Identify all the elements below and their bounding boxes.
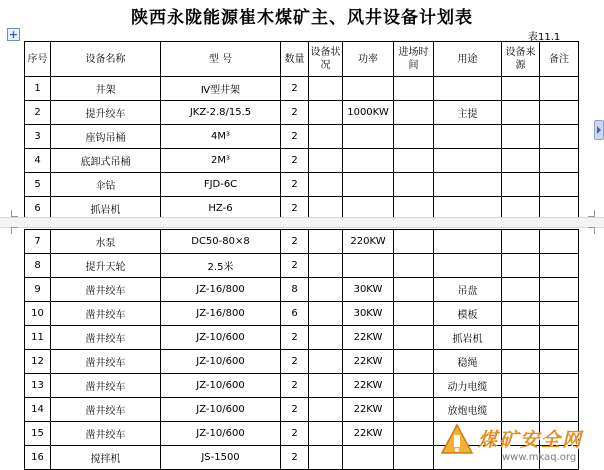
source-cell <box>502 230 540 254</box>
table-row <box>25 230 579 254</box>
model-cell: DC50-80×8 <box>161 230 281 254</box>
model-cell: JZ-10/600 <box>161 326 281 350</box>
arrival-time-cell <box>394 446 434 470</box>
table-row <box>25 278 579 302</box>
remarks-cell <box>540 173 579 197</box>
power-cell: 22KW <box>343 398 394 422</box>
table-row <box>25 350 579 374</box>
power-cell: 30KW <box>343 302 394 326</box>
equipment-name-cell: 伞钻 <box>51 173 161 197</box>
source-cell <box>502 254 540 278</box>
source-cell <box>502 101 540 125</box>
quantity-cell: 2 <box>281 173 309 197</box>
arrival-time-cell <box>394 230 434 254</box>
model-cell: JZ-16/800 <box>161 302 281 326</box>
condition-cell <box>309 230 343 254</box>
collapse-arrow-icon[interactable] <box>594 120 604 140</box>
quantity-cell: 6 <box>281 302 309 326</box>
condition-cell <box>309 422 343 446</box>
power-cell: 22KW <box>343 422 394 446</box>
purpose-cell: 吊盘 <box>434 278 502 302</box>
arrival-time-cell <box>394 125 434 149</box>
model-cell: JZ-10/600 <box>161 374 281 398</box>
table-row <box>25 326 579 350</box>
model-cell: JZ-10/600 <box>161 422 281 446</box>
quantity-cell: 2 <box>281 350 309 374</box>
row-number-cell: 1 <box>25 77 51 101</box>
power-cell <box>343 77 394 101</box>
source-cell <box>502 398 540 422</box>
condition-cell <box>309 398 343 422</box>
power-cell <box>343 149 394 173</box>
row-number-cell: 2 <box>25 101 51 125</box>
equipment-table-page-1 <box>24 41 579 221</box>
table-row <box>25 398 579 422</box>
arrival-time-cell <box>394 173 434 197</box>
row-number-cell: 15 <box>25 422 51 446</box>
row-number-cell: 7 <box>25 230 51 254</box>
quantity-cell: 2 <box>281 422 309 446</box>
arrival-time-cell <box>394 101 434 125</box>
remarks-cell <box>540 398 579 422</box>
condition-cell <box>309 374 343 398</box>
arrival-time-cell <box>394 374 434 398</box>
model-cell: FJD-6C <box>161 173 281 197</box>
watermark-text: 煤矿安全网 <box>478 429 584 451</box>
equipment-name-cell: 凿井绞车 <box>51 422 161 446</box>
table-row <box>25 374 579 398</box>
quantity-cell: 2 <box>281 101 309 125</box>
purpose-cell <box>434 230 502 254</box>
source-cell <box>502 326 540 350</box>
power-cell: 1000KW <box>343 101 394 125</box>
source-cell <box>502 302 540 326</box>
quantity-cell: 2 <box>281 77 309 101</box>
watermark-url: www.mkaq.org <box>502 452 577 463</box>
table-row <box>25 77 579 101</box>
header-cell: 数量 <box>281 42 309 77</box>
condition-cell <box>309 326 343 350</box>
quantity-cell: 2 <box>281 446 309 470</box>
equipment-name-cell: 座钩吊桶 <box>51 125 161 149</box>
arrival-time-cell <box>394 254 434 278</box>
equipment-name-cell: 提升天轮 <box>51 254 161 278</box>
purpose-cell: 放炮电缆 <box>434 398 502 422</box>
table-row <box>25 125 579 149</box>
remarks-cell <box>540 149 579 173</box>
row-number-cell: 10 <box>25 302 51 326</box>
quantity-cell: 2 <box>281 398 309 422</box>
table-row <box>25 149 579 173</box>
equipment-name-cell: 凿井绞车 <box>51 278 161 302</box>
model-cell: 4M³ <box>161 125 281 149</box>
model-cell: 2.5米 <box>161 254 281 278</box>
quantity-cell: 2 <box>281 125 309 149</box>
row-number-cell: 6 <box>25 197 51 221</box>
table-header-row <box>25 42 579 77</box>
power-cell <box>343 173 394 197</box>
row-number-cell: 5 <box>25 173 51 197</box>
power-cell <box>343 254 394 278</box>
page-corner-mark <box>11 210 18 217</box>
quantity-cell: 2 <box>281 254 309 278</box>
purpose-cell: 动力电缆 <box>434 374 502 398</box>
page-corner-mark <box>588 227 595 234</box>
power-cell <box>343 446 394 470</box>
row-number-cell: 11 <box>25 326 51 350</box>
equipment-name-cell: 凿井绞车 <box>51 374 161 398</box>
model-cell: JS-1500 <box>161 446 281 470</box>
arrival-time-cell <box>394 398 434 422</box>
condition-cell <box>309 149 343 173</box>
purpose-cell: 稳绳 <box>434 350 502 374</box>
power-cell: 22KW <box>343 326 394 350</box>
quantity-cell: 2 <box>281 326 309 350</box>
purpose-cell: 主提 <box>434 101 502 125</box>
arrival-time-cell <box>394 326 434 350</box>
header-cell: 备注 <box>540 42 579 77</box>
purpose-cell <box>434 77 502 101</box>
quantity-cell: 8 <box>281 278 309 302</box>
arrival-time-cell <box>394 149 434 173</box>
equipment-name-cell: 凿井绞车 <box>51 398 161 422</box>
remarks-cell <box>540 77 579 101</box>
header-cell: 型 号 <box>161 42 281 77</box>
table-row <box>25 173 579 197</box>
power-cell: 22KW <box>343 374 394 398</box>
purpose-cell <box>434 254 502 278</box>
header-cell: 用途 <box>434 42 502 77</box>
equipment-name-cell: 搅拌机 <box>51 446 161 470</box>
purpose-cell <box>434 149 502 173</box>
model-cell: 2M³ <box>161 149 281 173</box>
page-corner-mark <box>11 227 18 234</box>
condition-cell <box>309 278 343 302</box>
page-break <box>0 217 604 228</box>
equipment-name-cell: 凿井绞车 <box>51 302 161 326</box>
equipment-name-cell: 凿井绞车 <box>51 350 161 374</box>
equipment-name-cell: 底卸式吊桶 <box>51 149 161 173</box>
document-title: 陕西永陇能源崔木煤矿主、风井设备计划表 <box>131 8 473 28</box>
remarks-cell <box>540 101 579 125</box>
purpose-cell: 抓岩机 <box>434 326 502 350</box>
arrival-time-cell <box>394 278 434 302</box>
remarks-cell <box>540 278 579 302</box>
model-cell: JKZ-2.8/15.5 <box>161 101 281 125</box>
row-number-cell: 3 <box>25 125 51 149</box>
header-cell: 设备状况 <box>309 42 343 77</box>
purpose-cell: 模板 <box>434 302 502 326</box>
row-number-cell: 4 <box>25 149 51 173</box>
source-cell <box>502 77 540 101</box>
model-cell: Ⅳ型井架 <box>161 77 281 101</box>
power-cell: 30KW <box>343 278 394 302</box>
remarks-cell <box>540 302 579 326</box>
equipment-name-cell: 抓岩机 <box>51 197 161 221</box>
row-number-cell: 12 <box>25 350 51 374</box>
power-cell: 22KW <box>343 350 394 374</box>
condition-cell <box>309 101 343 125</box>
model-cell: JZ-10/600 <box>161 398 281 422</box>
arrival-time-cell <box>394 422 434 446</box>
header-cell: 设备名称 <box>51 42 161 77</box>
power-cell: 220KW <box>343 230 394 254</box>
source-cell <box>502 149 540 173</box>
model-cell: HZ-6 <box>161 197 281 221</box>
source-cell <box>502 125 540 149</box>
remarks-cell <box>540 350 579 374</box>
quantity-cell: 2 <box>281 149 309 173</box>
equipment-name-cell: 井架 <box>51 77 161 101</box>
remarks-cell <box>540 254 579 278</box>
condition-cell <box>309 350 343 374</box>
equipment-name-cell: 提升绞车 <box>51 101 161 125</box>
header-cell: 序号 <box>25 42 51 77</box>
header-cell: 进场时间 <box>394 42 434 77</box>
purpose-cell <box>434 125 502 149</box>
table-move-handle-icon[interactable]: + <box>8 28 19 41</box>
equipment-name-cell: 凿井绞车 <box>51 326 161 350</box>
header-cell: 功率 <box>343 42 394 77</box>
header-cell: 设备来源 <box>502 42 540 77</box>
model-cell: JZ-16/800 <box>161 278 281 302</box>
condition-cell <box>309 254 343 278</box>
arrival-time-cell <box>394 350 434 374</box>
model-cell: JZ-10/600 <box>161 350 281 374</box>
source-cell <box>502 278 540 302</box>
row-number-cell: 9 <box>25 278 51 302</box>
remarks-cell <box>540 125 579 149</box>
condition-cell <box>309 173 343 197</box>
row-number-cell: 14 <box>25 398 51 422</box>
table-row <box>25 254 579 278</box>
quantity-cell: 2 <box>281 374 309 398</box>
remarks-cell <box>540 374 579 398</box>
table-number: 表11.1 <box>528 32 561 43</box>
condition-cell <box>309 302 343 326</box>
row-number-cell: 13 <box>25 374 51 398</box>
condition-cell <box>309 446 343 470</box>
remarks-cell <box>540 230 579 254</box>
row-number-cell: 8 <box>25 254 51 278</box>
equipment-name-cell: 水泵 <box>51 230 161 254</box>
remarks-cell <box>540 326 579 350</box>
condition-cell <box>309 125 343 149</box>
coal-mine-safety-logo-icon <box>440 423 474 457</box>
purpose-cell <box>434 173 502 197</box>
table-row <box>25 302 579 326</box>
power-cell <box>343 125 394 149</box>
source-cell <box>502 173 540 197</box>
source-cell <box>502 374 540 398</box>
site-watermark <box>440 423 604 470</box>
page-corner-mark <box>588 210 595 217</box>
row-number-cell: 16 <box>25 446 51 470</box>
arrival-time-cell <box>394 77 434 101</box>
quantity-cell: 2 <box>281 197 309 221</box>
arrival-time-cell <box>394 302 434 326</box>
condition-cell <box>309 77 343 101</box>
table-row <box>25 101 579 125</box>
quantity-cell: 2 <box>281 230 309 254</box>
source-cell <box>502 350 540 374</box>
